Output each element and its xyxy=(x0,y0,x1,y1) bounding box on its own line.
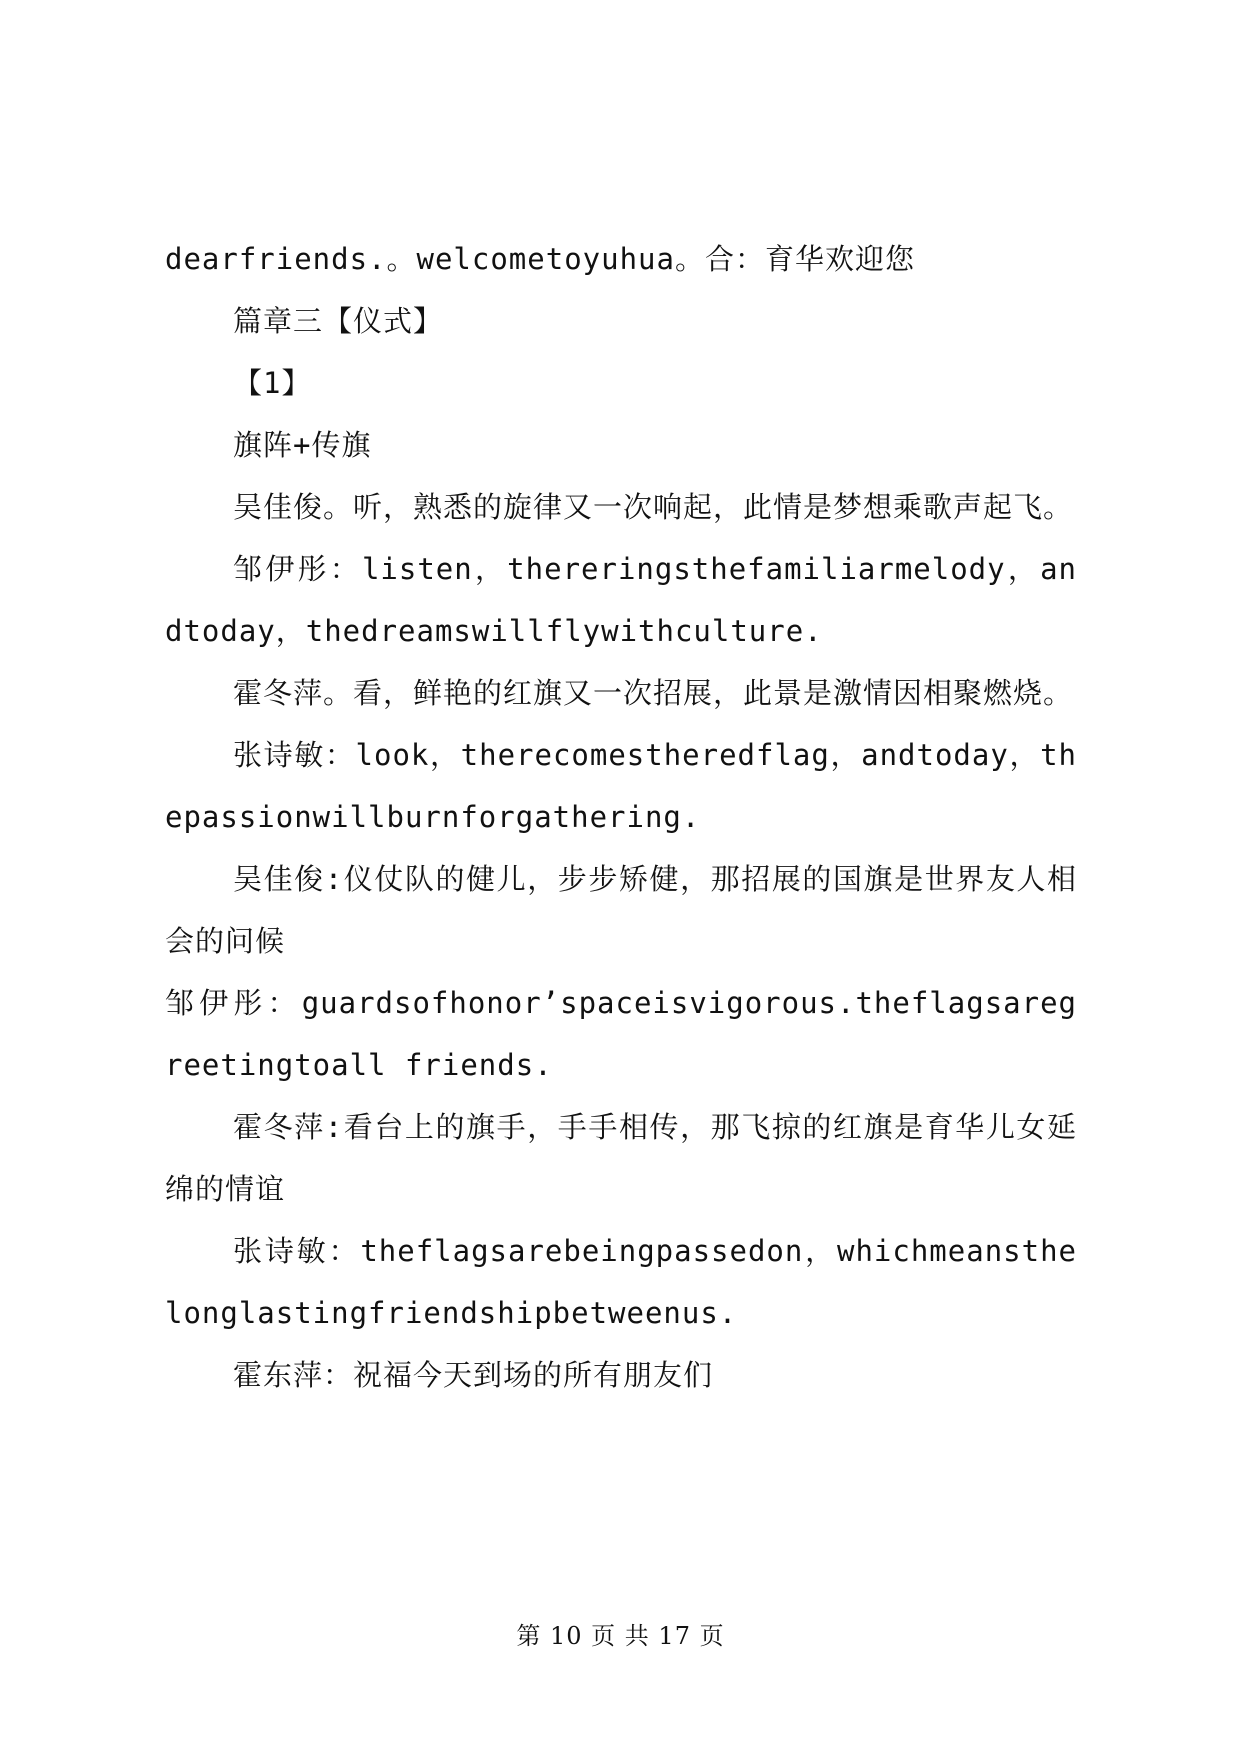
paragraph-wu-jiajun-2: 吴佳俊:仪仗队的健儿，步步矫健，那招展的国旗是世界友人相会的问候 xyxy=(165,862,1077,958)
paragraph-zhang-shimin-1: 张诗敏：look，therecomestheredflag，andtoday，thepassionwillburnforgathering. xyxy=(165,738,1077,834)
paragraph-huo-dongping-1: 霍冬萍。看，鲜艳的红旗又一次招展，此景是激情因相聚燃烧。 xyxy=(233,676,1074,710)
section-number: 【1】 xyxy=(233,366,312,400)
page-number-footer: 第 10 页 共 17 页 xyxy=(516,1622,725,1650)
paragraph-zou-yitong-1: 邹伊彤：listen，thereringsthefamiliarmelody，andtoday，thedreamswillflywithculture. xyxy=(165,552,1077,648)
paragraph-wu-jiajun-1: 吴佳俊。听，熟悉的旋律又一次响起，此情是梦想乘歌声起飞。 xyxy=(233,490,1074,524)
section-title: 旗阵+传旗 xyxy=(233,428,372,462)
paragraph-huo-dongping-2: 霍冬萍:看台上的旗手，手手相传，那飞掠的红旗是育华儿女延绵的情谊 xyxy=(165,1110,1077,1206)
paragraph-zou-yitong-2: 邹伊彤：guardsofhonor’spaceisvigorous.theflagsaregreetingtoall friends. xyxy=(165,986,1077,1082)
paragraph-huo-dongping-3: 霍东萍：祝福今天到场的所有朋友们 xyxy=(233,1358,714,1392)
document-body xyxy=(165,228,1077,1406)
chapter-heading: 篇章三【仪式】 xyxy=(233,304,444,338)
paragraph-greeting: dearfriends.。welcometoyuhua。合：育华欢迎您 xyxy=(165,242,915,276)
paragraph-zhang-shimin-2: 张诗敏：theflagsarebeingpassedon，whichmeansthelonglastingfriendshipbetweenus. xyxy=(165,1234,1077,1330)
